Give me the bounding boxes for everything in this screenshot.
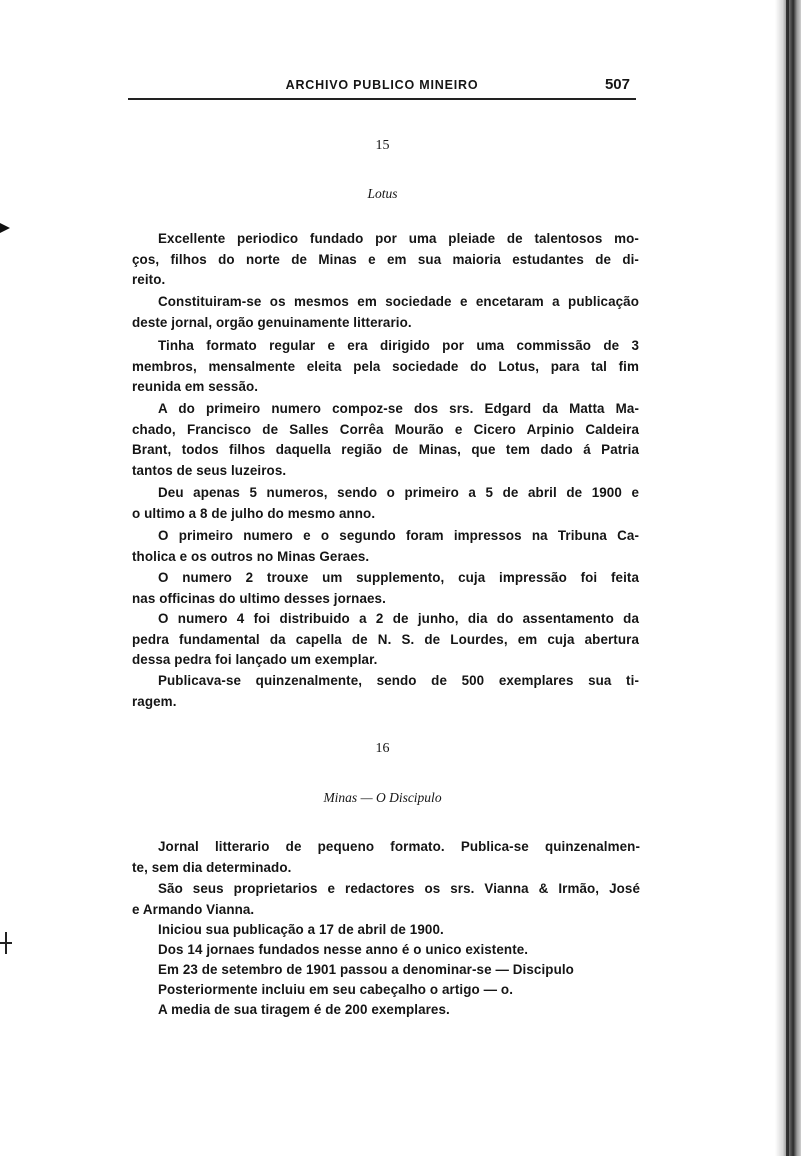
text-line: O numero 2 trouxe um supplemento, cuja impressão foi feita bbox=[158, 570, 639, 585]
paragraph bbox=[132, 229, 639, 291]
text-line: A media de sua tiragem é de 200 exemplares. bbox=[158, 1002, 450, 1017]
text-line: nas officinas do ultimo desses jornaes. bbox=[132, 590, 386, 606]
text-line: Constituiram-se os mesmos em sociedade e encetaram a publicação bbox=[158, 294, 639, 309]
binding-shadow-line bbox=[786, 0, 789, 1156]
paragraph bbox=[132, 671, 639, 712]
text-line: Iniciou sua publicação a 17 de abril de 1900. bbox=[158, 922, 444, 937]
text-line: tholica e os outros no Minas Geraes. bbox=[132, 548, 370, 564]
paragraph bbox=[132, 336, 639, 398]
text-line: dessa pedra foi lançado um exemplar. bbox=[132, 652, 378, 668]
paragraph bbox=[132, 609, 639, 671]
section-title: Minas — O Discipulo bbox=[323, 790, 442, 805]
margin-cross-mark bbox=[0, 932, 12, 954]
paragraph bbox=[132, 292, 639, 333]
text-line: Dos 14 jornaes fundados nesse anno é o unico existente. bbox=[158, 942, 529, 957]
paragraph bbox=[132, 483, 639, 524]
page-header bbox=[128, 78, 636, 100]
text-line: e Armando Vianna. bbox=[132, 901, 255, 917]
text-line: chado, Francisco de Salles Corrêa Mourão e Cicero Arpinio Caldeira bbox=[132, 421, 639, 437]
text-line: reunida em sessão. bbox=[132, 379, 259, 395]
paragraph bbox=[132, 568, 639, 609]
paragraph bbox=[132, 1000, 640, 1021]
section-number: 16 bbox=[375, 741, 390, 756]
text-line: Brant, todos filhos daquella região de Minas, que tem dado á Patria bbox=[132, 442, 639, 458]
section-title: Lotus bbox=[367, 186, 398, 201]
text-line: reito. bbox=[132, 272, 166, 288]
paragraph bbox=[132, 940, 640, 961]
text-line: o ultimo a 8 de julho do mesmo anno. bbox=[132, 505, 376, 521]
text-line: te, sem dia determinado. bbox=[132, 859, 292, 875]
text-line: ragem. bbox=[132, 693, 177, 709]
text-line: ços, filhos do norte de Minas e em sua maioria estudantes de di- bbox=[132, 251, 639, 267]
text-line: Publicava-se quinzenalmente, sendo de 500 exemplares sua ti- bbox=[158, 673, 639, 688]
text-line: membros, mensalmente eleita pela sociedade do Lotus, para tal fim bbox=[132, 358, 639, 374]
header-rule bbox=[128, 98, 636, 100]
paragraph bbox=[132, 837, 640, 878]
text-line: tantos de seus luzeiros. bbox=[132, 462, 287, 478]
text-line: Tinha formato regular e era dirigido por uma commissão de 3 bbox=[158, 338, 639, 353]
paragraph bbox=[132, 399, 639, 481]
text-line: São seus proprietarios e redactores os srs. Vianna & Irmão, José bbox=[158, 881, 640, 896]
paragraph bbox=[132, 526, 639, 567]
page-number: 507 bbox=[604, 76, 630, 93]
paragraph bbox=[132, 879, 640, 920]
text-line: O numero 4 foi distribuido a 2 de junho, dia do assentamento da bbox=[158, 611, 639, 626]
text-line: Em 23 de setembro de 1901 passou a denominar-se — Discipulo bbox=[158, 962, 574, 977]
text-line: pedra fundamental da capella de N. S. de Lourdes, em cuja abertura bbox=[132, 631, 639, 647]
text-line: deste jornal, orgão genuinamente litterario. bbox=[132, 314, 412, 330]
text-line: Posteriormente incluiu em seu cabeçalho o artigo — o. bbox=[158, 982, 514, 997]
text-line: Deu apenas 5 numeros, sendo o primeiro a 5 de abril de 1900 e bbox=[158, 485, 639, 500]
text-line: Jornal litterario de pequeno formato. Publica-se quinzenalmen- bbox=[158, 839, 640, 854]
section-number: 15 bbox=[375, 138, 390, 153]
paragraph bbox=[132, 960, 640, 981]
running-title: ARCHIVO PUBLICO MINEIRO bbox=[285, 78, 479, 92]
text-line: A do primeiro numero compoz-se dos srs. Edgard da Matta Ma- bbox=[158, 401, 639, 416]
text-line: Excellente periodico fundado por uma pleiade de talentosos mo- bbox=[158, 231, 639, 246]
text-line: O primeiro numero e o segundo foram impressos na Tribuna Ca- bbox=[158, 528, 639, 543]
paragraph bbox=[132, 920, 640, 941]
margin-mark bbox=[0, 223, 10, 233]
paragraph bbox=[132, 980, 640, 1001]
